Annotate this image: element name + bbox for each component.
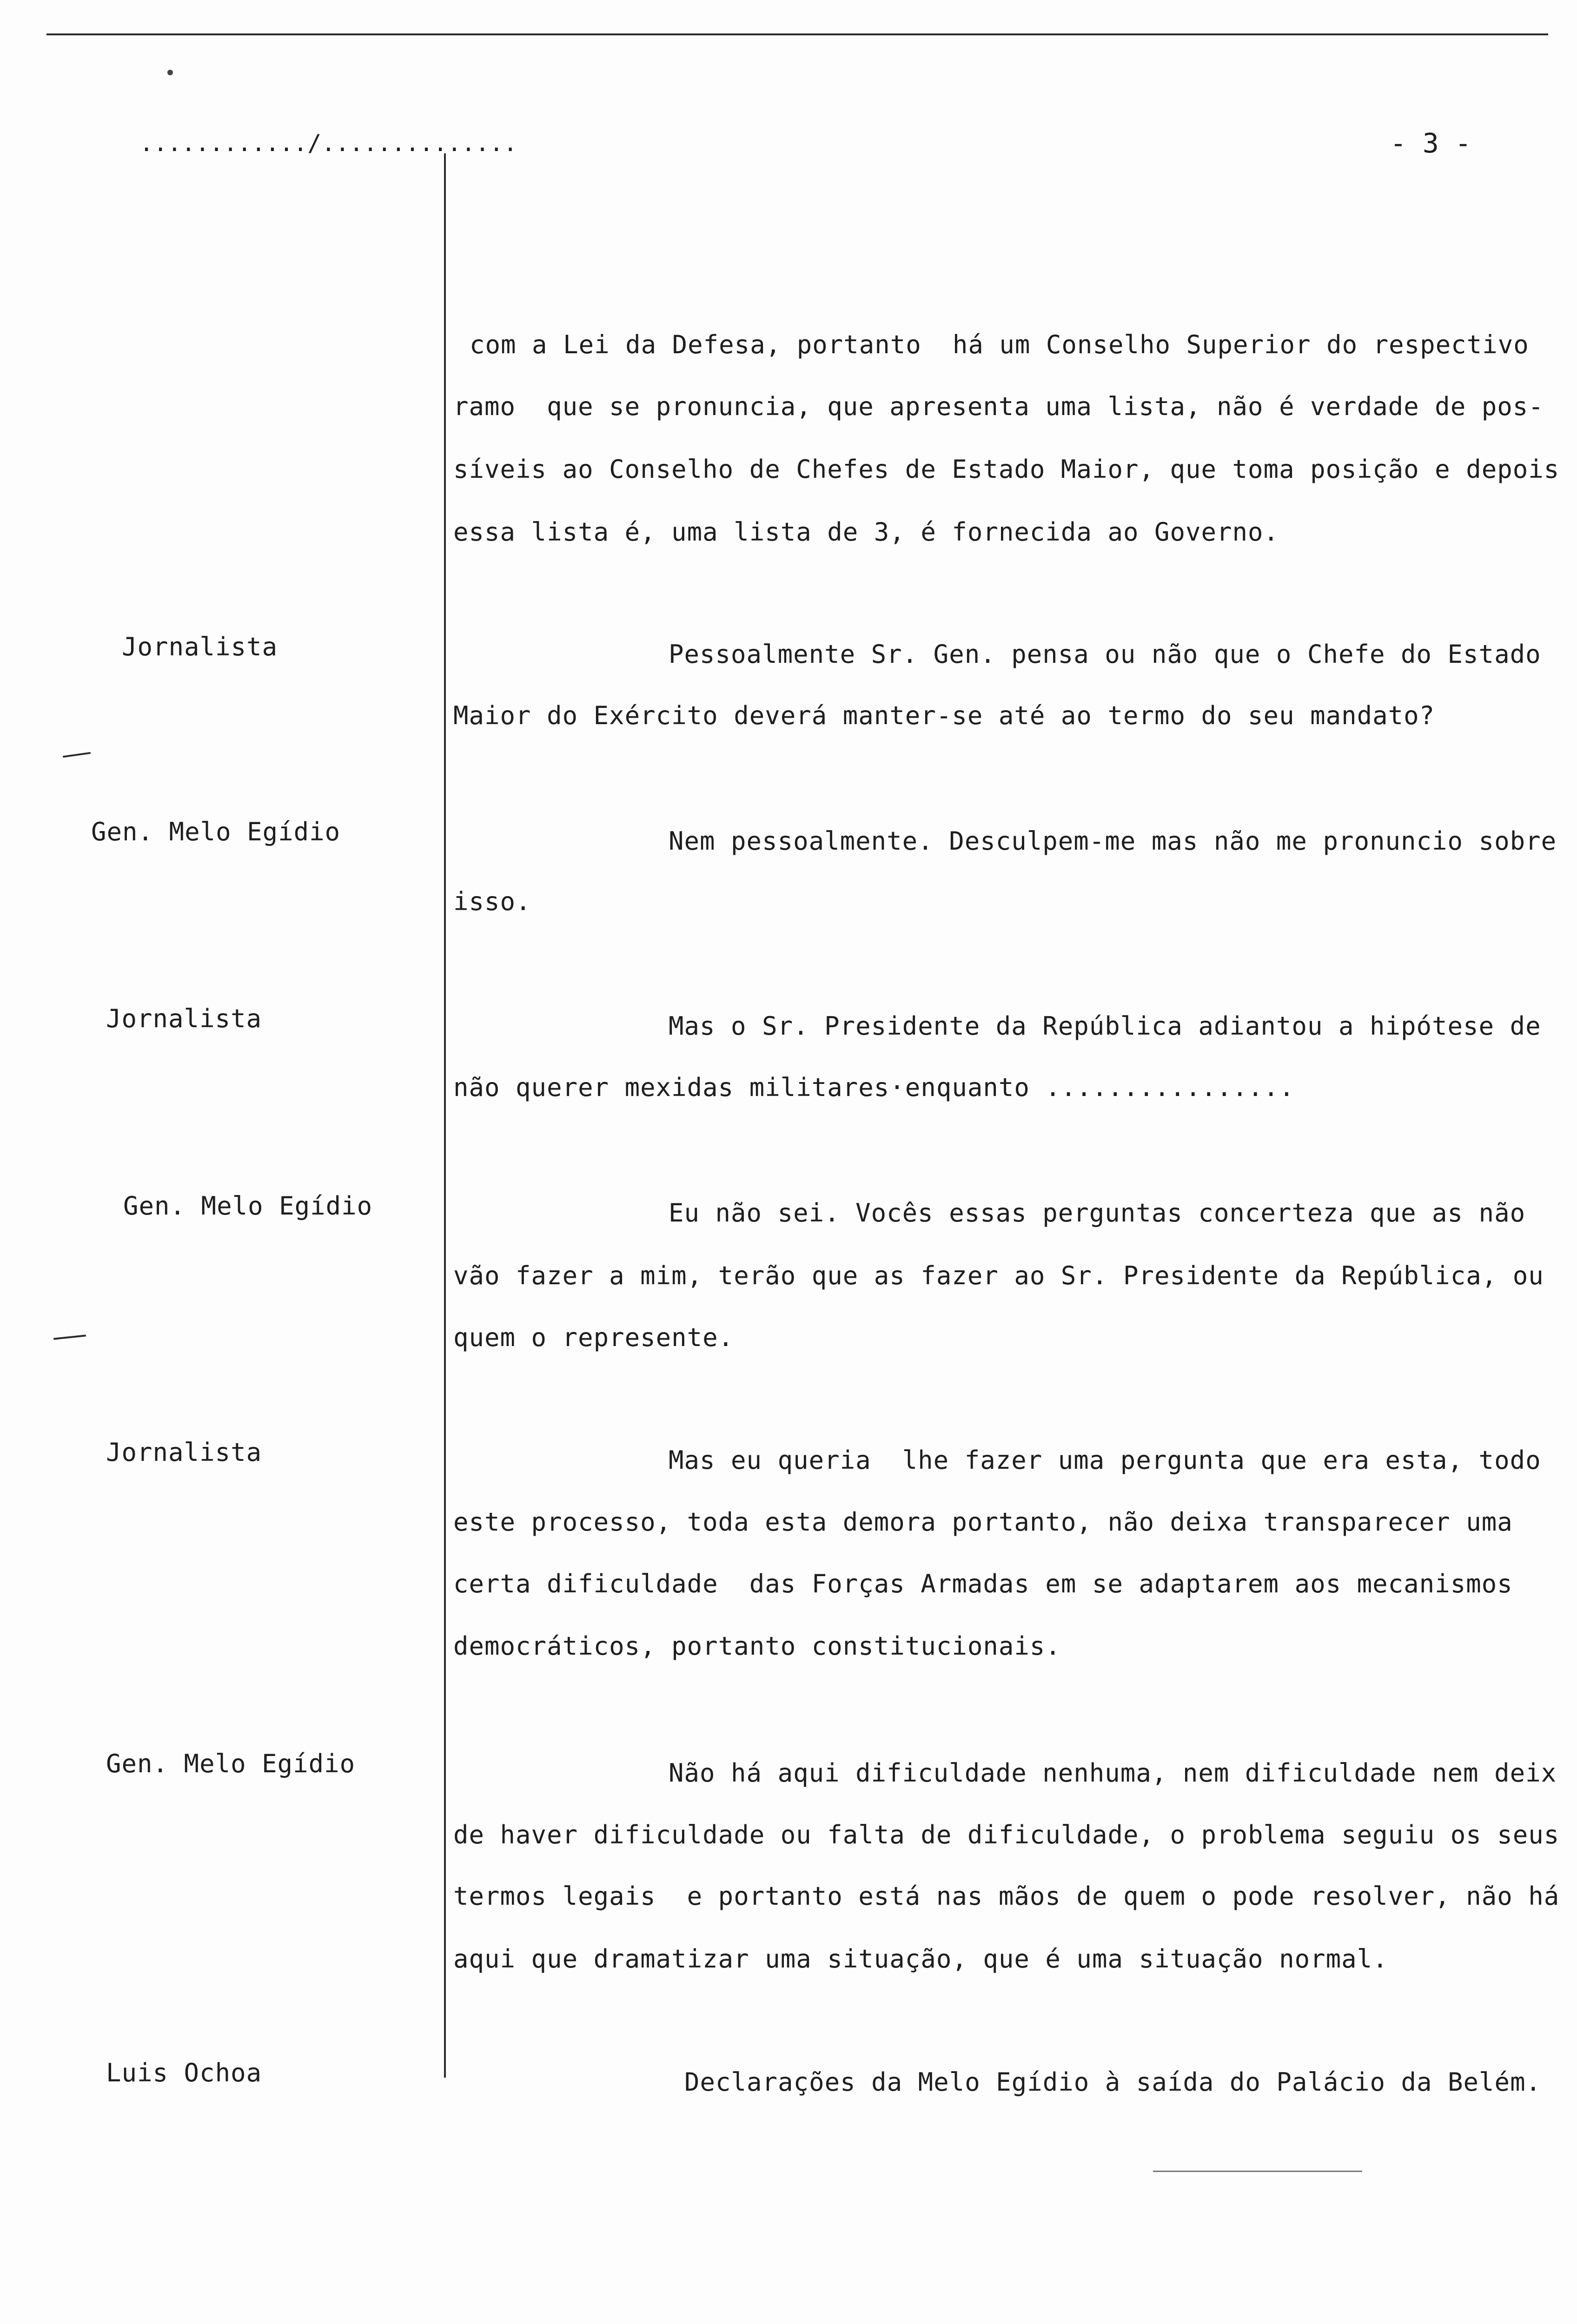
speaker-label: Jornalista: [106, 1438, 262, 1467]
speech-line: termos legais e portanto está nas mãos de quem o pode resolver, não há: [453, 1882, 1560, 1911]
speech-line: vão fazer a mim, terão que as fazer ao Sr. Presidente da República, ou: [453, 1261, 1544, 1290]
page-number: - 3 -: [1390, 127, 1471, 159]
speaker-label: Jornalista: [106, 1004, 262, 1033]
speaker-label: Gen. Melo Egídio: [123, 1191, 373, 1221]
continuation-line: ramo que se pronuncia, que apresenta uma lista, não é verdade de pos-: [453, 392, 1544, 421]
speech-line: democráticos, portanto constitucionais.: [453, 1631, 1061, 1661]
speech-line: este processo, toda esta demora portanto, não deixa transparecer uma: [453, 1507, 1513, 1537]
speech-line: de haver dificuldade ou falta de dificuldade, o problema seguiu os seus: [453, 1820, 1560, 1849]
continuation-line: essa lista é, uma lista de 3, é fornecida ao Governo.: [453, 517, 1279, 547]
speech-line: Declarações da Melo Egídio à saída do Palácio da Belém.: [684, 2067, 1542, 2097]
speaker-label: Gen. Melo Egídio: [106, 1749, 356, 1778]
continuation-line: síveis ao Conselho de Chefes de Estado Maior, que toma posição e depois: [453, 455, 1560, 484]
scan-speck: [167, 70, 173, 75]
document-reference: ............/..............: [139, 130, 517, 157]
column-divider: [444, 153, 446, 2078]
speech-line: isso.: [453, 887, 531, 916]
margin-mark: [63, 752, 91, 758]
speech-line: Não há aqui dificuldade nenhuma, nem dificuldade nem deix: [669, 1758, 1557, 1788]
margin-mark: [53, 1334, 86, 1340]
speech-line: não querer mexidas militares·enquanto ................: [453, 1073, 1295, 1102]
speaker-label: Gen. Melo Egídio: [91, 817, 341, 846]
speech-line: aqui que dramatizar uma situação, que é uma situação normal.: [453, 1944, 1388, 1974]
speech-line: Pessoalmente Sr. Gen. pensa ou não que o Chefe do Estado: [669, 640, 1541, 669]
speech-line: Eu não sei. Vocês essas perguntas concerteza que as não: [669, 1198, 1526, 1228]
speaker-label: Luis Ochoa: [106, 2058, 262, 2087]
top-rule: [46, 33, 1548, 35]
speaker-label: Jornalista: [122, 632, 278, 661]
speech-line: Nem pessoalmente. Desculpem-me mas não me pronuncio sobre: [669, 826, 1557, 856]
speech-line: Mas eu queria lhe fazer uma pergunta que era esta, todo: [669, 1446, 1541, 1475]
speech-line: Maior do Exército deverá manter-se até ao termo do seu mandato?: [453, 701, 1435, 730]
bottom-rule: [1153, 2171, 1362, 2172]
speech-line: Mas o Sr. Presidente da República adiantou a hipótese de: [669, 1011, 1541, 1041]
continuation-line: com a Lei da Defesa, portanto há um Conselho Superior do respectivo: [470, 330, 1529, 359]
speech-line: certa dificuldade das Forças Armadas em se adaptarem aos mecanismos: [453, 1569, 1513, 1598]
speech-line: quem o represente.: [453, 1323, 734, 1352]
